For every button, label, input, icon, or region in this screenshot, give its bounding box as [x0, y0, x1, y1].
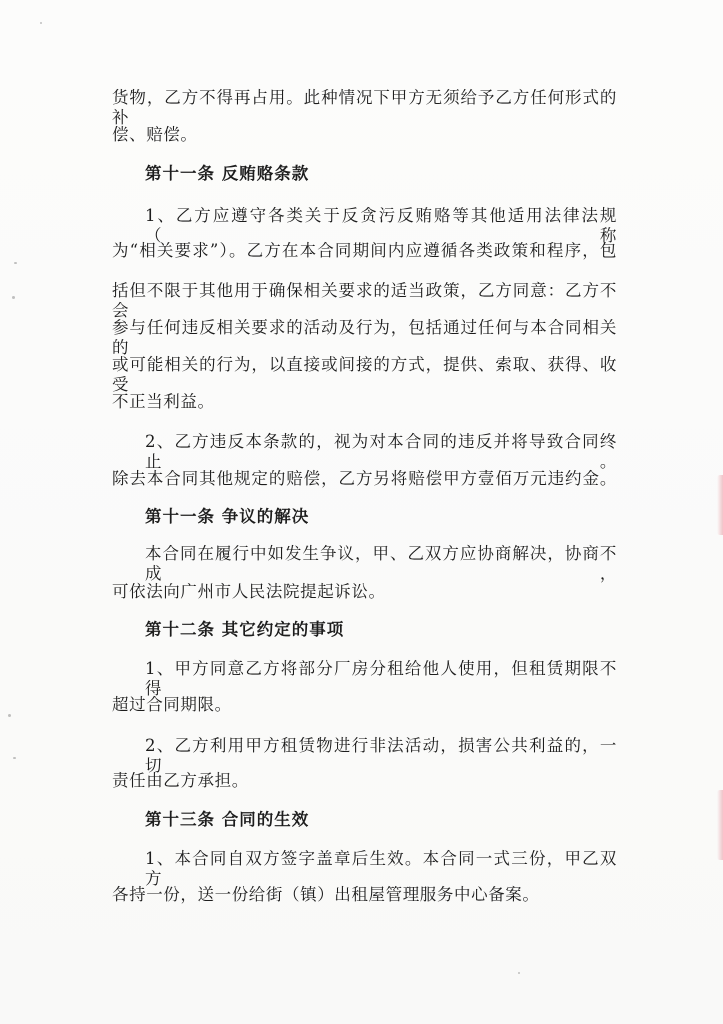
- text-line: 1、甲方同意乙方将部分厂房分租给他人使用，但租赁期限不得: [145, 659, 617, 698]
- text-line: 各持一份，送一份给街（镇）出租屋管理服务中心备案。: [112, 885, 540, 904]
- text-line: 括但不限于其他用于确保相关要求的适当政策，乙方同意：乙方不会: [112, 281, 617, 320]
- section-heading: 第十一条 争议的解决: [145, 507, 310, 526]
- text-line: 货物，乙方不得再占用。此种情况下甲方无须给予乙方任何形式的补: [112, 88, 617, 127]
- scan-speck: [518, 972, 520, 974]
- text-line: 2、乙方违反本条款的，视为对本合同的违反并将导致合同终止。: [145, 432, 617, 471]
- text-line: 不正当利益。: [112, 392, 215, 411]
- page-edge-mark: [717, 790, 723, 860]
- scan-speck: [8, 714, 11, 717]
- text-line: 1、乙方应遵守各类关于反贪污反贿赂等其他适用法律法规（称: [145, 206, 617, 245]
- text-line: 可依法向广州市人民法院提起诉讼。: [112, 582, 386, 601]
- scan-speck: [13, 757, 16, 759]
- text-line: 除去本合同其他规定的赔偿，乙方另将赔偿甲方壹佰万元违约金。: [112, 469, 617, 488]
- section-heading: 第十一条 反贿赂条款: [145, 164, 310, 183]
- section-heading: 第十三条 合同的生效: [145, 810, 310, 829]
- scan-speck: [12, 296, 15, 299]
- scan-speck: [14, 262, 17, 264]
- text-line: 责任由乙方承担。: [112, 771, 249, 790]
- text-line: 本合同在履行中如发生争议，甲、乙双方应协商解决，协商不成，: [145, 544, 617, 583]
- text-line: 超过合同期限。: [112, 695, 232, 714]
- page-edge-mark: [717, 475, 723, 535]
- text-line: 2、乙方利用甲方租赁物进行非法活动，损害公共利益的，一切: [145, 736, 617, 775]
- text-line: 参与任何违反相关要求的活动及行为，包括通过任何与本合同相关的: [112, 318, 617, 357]
- text-line: 1、本合同自双方签字盖章后生效。本合同一式三份，甲乙双方: [145, 849, 617, 888]
- scan-speck: [40, 22, 42, 24]
- section-heading: 第十二条 其它约定的事项: [145, 620, 345, 639]
- text-line: 为“相关要求”）。乙方在本合同期间内应遵循各类政策和程序，包: [112, 241, 617, 260]
- text-line: 或可能相关的行为，以直接或间接的方式，提供、索取、获得、收受: [112, 355, 617, 394]
- text-line: 偿、赔偿。: [112, 125, 198, 144]
